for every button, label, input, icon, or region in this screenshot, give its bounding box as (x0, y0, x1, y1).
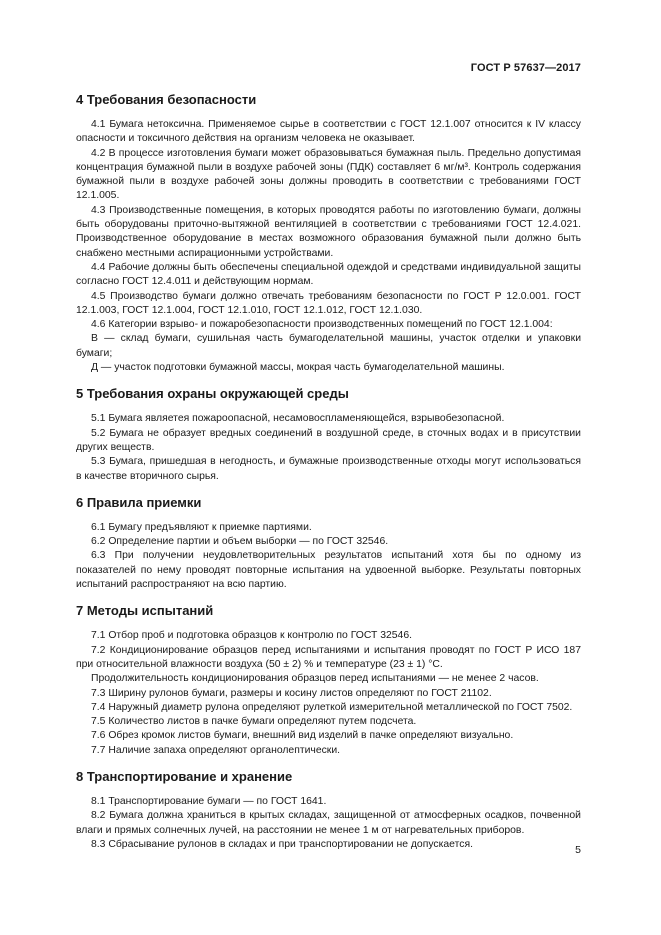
page-number: 5 (575, 844, 581, 856)
paragraph: 5.3 Бумага, пришедшая в негодность, и бумажные производственные отходы могут использоваться в качестве вторичного сырья. (76, 456, 581, 482)
section-title: 5 Требования охраны окружающей среды (76, 386, 349, 402)
paragraph: 7.5 Количество листов в пачке бумаги определяют путем подсчета. (91, 716, 417, 728)
paragraph: 4.4 Рабочие должны быть обеспечены специальной одеждой и средствами индивидуальной защиты согласно ГОСТ 12.4.011 и действующим нормам. (76, 261, 581, 288)
paragraph: Д — участок подготовки бумажной массы, мокрая часть бумагоделательной машины. (91, 362, 505, 374)
paragraph: 7.1 Отбор проб и подготовка образцов к контролю по ГОСТ 32546. (91, 630, 413, 642)
paragraph: 4.6 Категории взрыво- и пожаробезопасности производственных помещений по ГОСТ 12.1.004: (91, 319, 553, 331)
paragraph: 7.6 Обрез кромок листов бумаги, внешний вид изделий в пачке определяют визуально. (91, 730, 514, 742)
paragraph: 6.3 При получении неудовлетворительных результатов испытаний хотя бы по одному из показателей по нему проводят повторные испытания на удвоенной выборке. Результаты повторных испытаний распространяют на всю партию. (76, 550, 581, 591)
section-safety (76, 92, 581, 375)
section-title: 8 Транспортирование и хранение (76, 768, 293, 784)
paragraph: 7.7 Наличие запаха определяют органолептически. (91, 744, 341, 756)
document-code: ГОСТ Р 57637—2017 (470, 62, 581, 74)
paragraph: 4.5 Производство бумаги должно отвечать требованиям безопасности по ГОСТ Р 12.0.001. ГОСТ 12.1.003, ГОСТ 12.1.004, ГОСТ 12.1.010, ГОСТ 12.1.012, ГОСТ 12.1.030. (76, 290, 581, 316)
paragraph: 7.4 Наружный диаметр рулона определяют рулеткой измерительной металлической по ГОСТ 7502. (91, 701, 573, 713)
section-title: 7 Методы испытаний (76, 603, 214, 619)
section-title: 4 Требования безопасности (76, 92, 257, 107)
paragraph: 8.2 Бумага должна храниться в крытых складах, защищенной от атмосферных осадков, почвенной влаги и прямых солнечных лучей, на расстоянии не менее 1 м от нагревательных приборов. (76, 810, 581, 836)
paragraph: 7.3 Ширину рулонов бумаги, размеры и косину листов определяют по ГОСТ 21102. (91, 687, 492, 699)
paragraph: Продолжительность кондиционирования образцов перед испытаниями — не менее 2 часов. (91, 673, 539, 685)
paragraph: 8.3 Сбрасывание рулонов в складах и при транспортировании не допускается. (91, 838, 473, 850)
paragraph: 5.1 Бумага являетея пожароопасной, несамовоспламеняющейся, взрывобезопасной. (91, 413, 505, 425)
paragraph: 4.3 Производственные помещения, в которых проводятся работы по изготовлению бумаги, должны быть оборудованы приточно-вытяжной вентиляцией в соответствии с требованиями ГОСТ 12.4.021. Производственное оборудование в местах возможного образования бумажной пыли должно быть снабжено местными аспирационными устройствами. (76, 204, 581, 259)
paragraph: 6.2 Определение партии и объем выборки — по ГОСТ 32546. (91, 536, 389, 548)
paragraph: 4.1 Бумага нетоксична. Применяемое сырье в соответствии с ГОСТ 12.1.007 относится к IV классу опасности и токсичного действия на организм человека не оказывает. (76, 119, 581, 145)
section-environment (76, 386, 581, 483)
section-acceptance (76, 495, 581, 592)
section-title: 6 Правила приемки (76, 494, 202, 510)
paragraph: 4.2 В процессе изготовления бумаги может образовываться бумажная пыль. Предельно допустимая концентрация бумажной пыли в воздухе рабочей зоны (ПДК) составляет 6 мг/м³. Контроль содержания бумажной пыли в воздухе рабочей зоны должны проводить в соответствии с требованиями ГОСТ 12.1.005. (76, 147, 581, 202)
section-test-methods (76, 603, 581, 758)
section-transport-storage (76, 769, 581, 852)
paragraph: 7.2 Кондиционирование образцов перед испытаниями и испытания проводят по ГОСТ Р ИСО 187 при относительной влажности воздуха (50 ± 2) % и температуре (23 ± 1) °С. (76, 644, 581, 670)
document-body (76, 92, 581, 863)
paragraph: 5.2 Бумага не образует вредных соединений в воздушной среде, в сточных водах и в присутствии других веществ. (76, 427, 581, 453)
paragraph: 6.1 Бумагу предъявляют к приемке партиями. (91, 521, 312, 533)
paragraph: 8.1 Транспортирование бумаги — по ГОСТ 1641. (91, 795, 327, 807)
paragraph: В — склад бумаги, сушильная часть бумагоделательной машины, участок отделки и упаковки бумаги; (76, 333, 581, 359)
